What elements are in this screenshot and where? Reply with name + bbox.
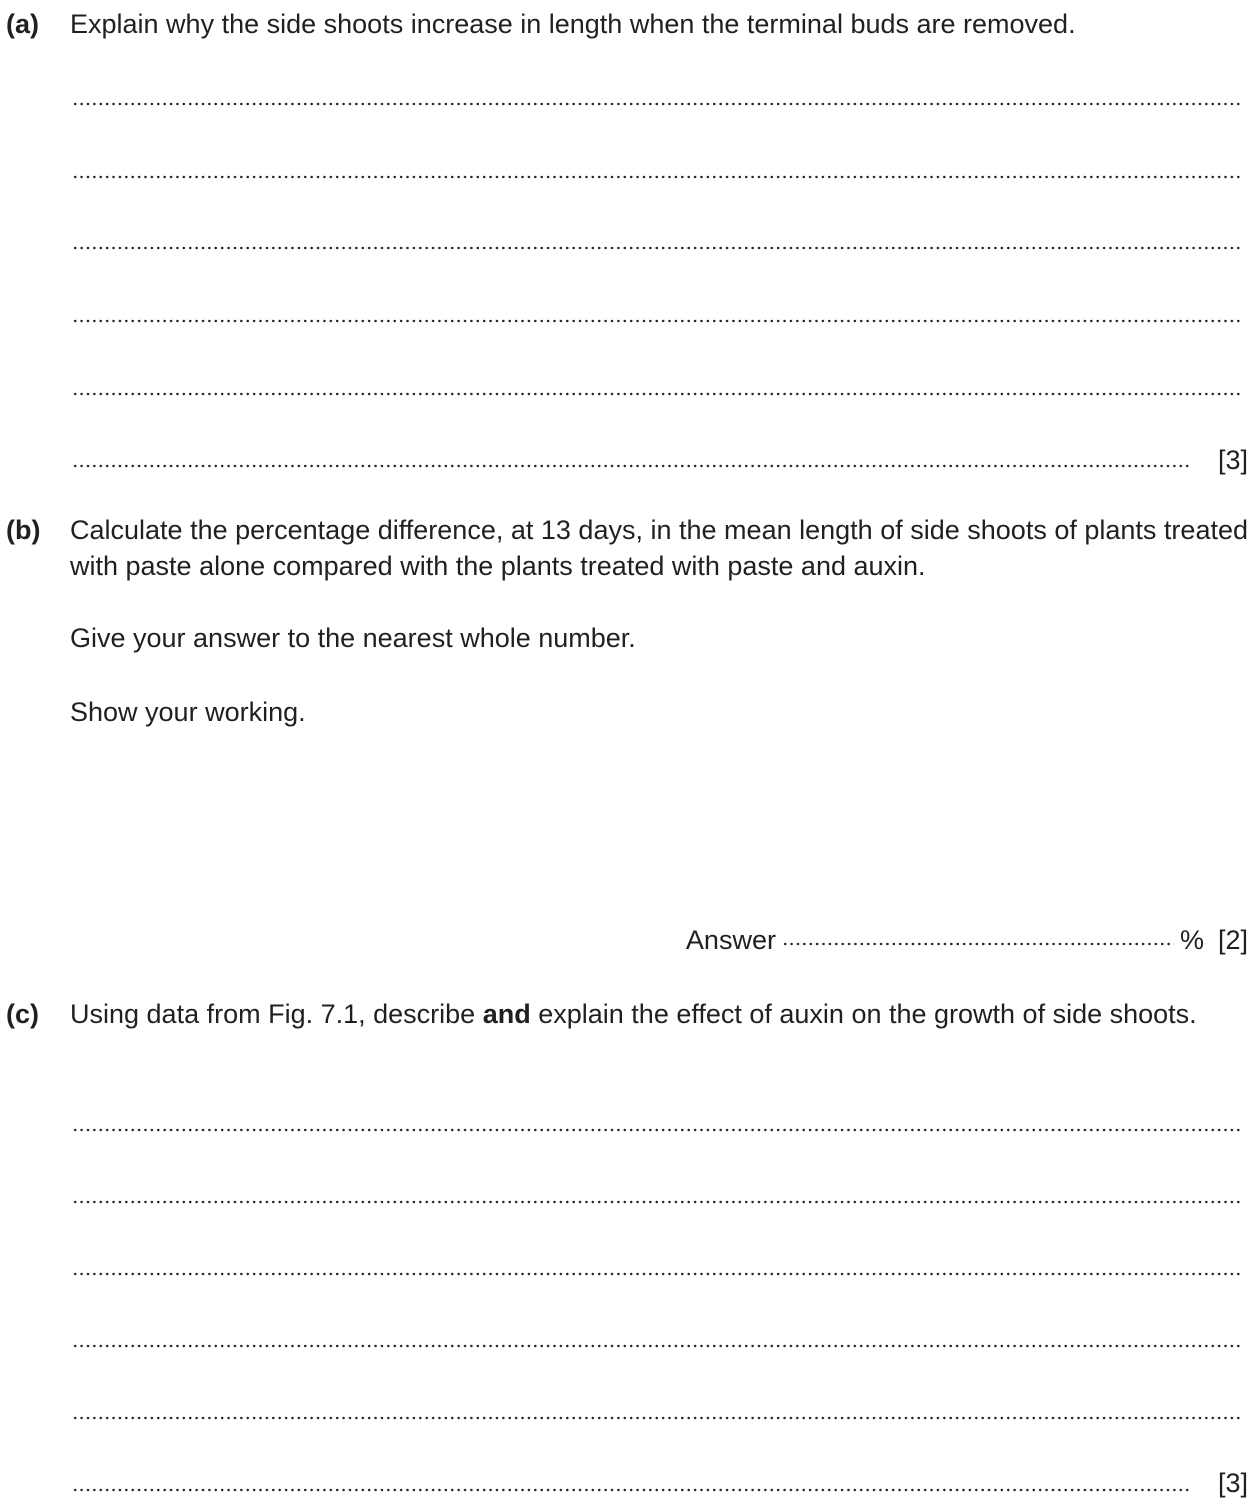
answer-label: Answer: [685, 925, 776, 955]
answer-line-c4[interactable]: [72, 1344, 1242, 1348]
part-c-label: (c): [6, 999, 39, 1029]
part-a-label: (a): [6, 9, 39, 39]
part-b-question: Calculate the percentage difference, at 13 days, in the mean length of side shoots of plants treated with paste alone compared with the plants treated with paste and auxin.: [70, 515, 1248, 581]
answer-line-a6[interactable]: [72, 464, 1190, 468]
answer-unit: %: [1179, 925, 1204, 955]
part-a-question: Explain why the side shoots increase in length when the terminal buds are removed.: [70, 9, 1076, 39]
part-c-marks: [3]: [1217, 1468, 1248, 1498]
answer-line-a4[interactable]: [72, 319, 1242, 323]
part-c-question: [70, 996, 1248, 1032]
answer-line-c2[interactable]: [72, 1200, 1242, 1204]
answer-line-a3[interactable]: [72, 246, 1242, 250]
part-b-instruction-working: Show your working.: [70, 697, 306, 727]
part-c-question-pre: Using data from Fig. 7.1, describe: [70, 999, 476, 1029]
answer-line-c1[interactable]: [72, 1128, 1242, 1132]
part-b-instruction-rounding: Give your answer to the nearest whole number.: [70, 623, 636, 653]
answer-line-a5[interactable]: [72, 392, 1242, 396]
answer-line-c5[interactable]: [72, 1416, 1242, 1420]
part-b-marks: [2]: [1217, 925, 1248, 955]
part-b-answer-row: [686, 922, 1248, 958]
answer-input-line[interactable]: [782, 942, 1174, 946]
part-b-label: (b): [6, 515, 41, 545]
part-c-question-bold: and: [482, 999, 531, 1029]
answer-line-c3[interactable]: [72, 1272, 1242, 1276]
answer-line-c6[interactable]: [72, 1488, 1190, 1492]
answer-line-a1[interactable]: [72, 102, 1242, 106]
answer-line-a2[interactable]: [72, 175, 1242, 179]
part-c-question-post: explain the effect of auxin on the growth of side shoots.: [538, 999, 1197, 1029]
part-a-marks: [3]: [1217, 445, 1248, 475]
